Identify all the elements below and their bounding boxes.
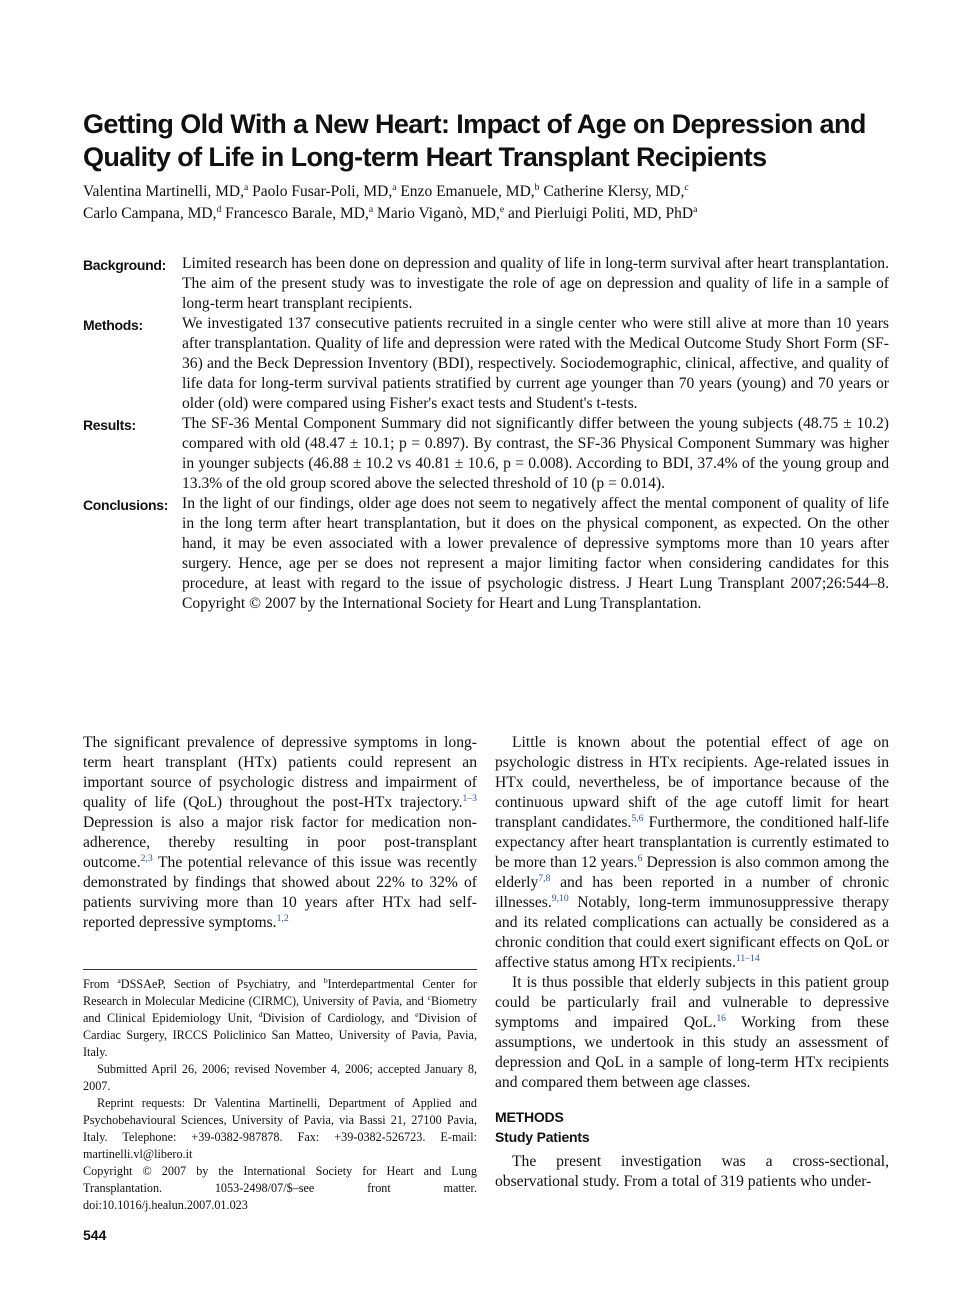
text-run: and has been reported in a number of chronic illnesses. bbox=[495, 874, 889, 911]
citation-superscript[interactable]: 5,6 bbox=[631, 812, 644, 824]
author-name: Mario Viganò, MD, bbox=[377, 205, 500, 222]
reprint-requests: Reprint requests: Dr Valentina Martinelli, Department of Applied and Psychobehavioural Sciences, University of Pavia, via Bassi 21, 27100 Pavia, Italy. Telephone: +39-0382-987878. Fax: +39-0382-526723. E-mail: martinelli.vl@libero.it bbox=[83, 1096, 477, 1161]
affiliation-superscript: e bbox=[415, 1009, 419, 1019]
abstract-label: Methods: bbox=[83, 317, 143, 333]
text-run: Biometry and Clinical Epidemiology Unit, bbox=[83, 994, 477, 1025]
text-run: The potential relevance of this issue was recently demonstrated by findings that showed about 22% to 32% of patients surviving more than 10 years after HTx had self-reported depressive symptoms. bbox=[83, 854, 477, 931]
left-column bbox=[83, 733, 477, 933]
citation-superscript[interactable]: 1,2 bbox=[276, 912, 289, 924]
subsection-heading: Study Patients bbox=[495, 1129, 590, 1145]
text-run: Notably, long-term immunosuppressive therapy and its related complications can actually be considered as a chronic condition that could exert significant effects on QoL or affective status among HTx recipients. bbox=[495, 894, 889, 971]
intro-paragraph bbox=[83, 733, 477, 933]
right-column bbox=[495, 733, 889, 1192]
affiliation-superscript: e bbox=[499, 203, 505, 215]
section-heading: METHODS bbox=[495, 1109, 564, 1125]
citation-superscript[interactable]: 1–3 bbox=[462, 792, 477, 804]
abstract-label: Background: bbox=[83, 257, 167, 273]
author-name: Valentina Martinelli, MD, bbox=[83, 183, 244, 200]
affiliation-superscript: c bbox=[427, 992, 431, 1002]
affiliation-superscript: a bbox=[693, 203, 698, 215]
abstract bbox=[83, 254, 889, 614]
abstract-text: The SF-36 Mental Component Summary did not significantly differ between the young subjects (48.75 ± 10.2) compared with old (48.47 ± 10.1; p = 0.897). By contrast, the SF-36 Physical Component Summary was higher in younger subjects (46.88 ± 10.2 vs 40.81 ± 10.6, p = 0.008). According to BDI, 37.4% of the young group and 13.3% of the old group scored above the selected threshold of 10 (p = 0.014). bbox=[182, 415, 889, 492]
article-title: Getting Old With a New Heart: Impact of Age on Depression and Quality of Life in Long-term Heart Transplant Recipients bbox=[83, 109, 866, 172]
affiliation-superscript: b bbox=[534, 181, 540, 193]
abstract-text: Limited research has been done on depression and quality of life in long-term survival after heart transplantation. The aim of the present study was to investigate the role of age on depression and quality of life in a sample of long-term heart transplant recipients. bbox=[182, 255, 889, 312]
body-paragraph: The present investigation was a cross-sectional, observational study. From a total of 319 patients who under- bbox=[495, 1153, 889, 1190]
text-run: The significant prevalence of depressive symptoms in long-term heart transplant (HTx) patients could represent an important source of psychologic distress and impairment of quality of life (QoL) throughout the post-HTx trajectory. bbox=[83, 734, 477, 811]
abstract-label: Results: bbox=[83, 417, 136, 433]
citation-superscript[interactable]: 2,3 bbox=[140, 852, 153, 864]
citation-superscript[interactable]: 16 bbox=[716, 1012, 726, 1024]
affiliation-superscript: a bbox=[368, 203, 374, 215]
affiliation-superscript: a bbox=[117, 975, 121, 985]
text-run: DSSAeP, Section of Psychiatry, and bbox=[120, 977, 324, 991]
abstract-section bbox=[83, 254, 889, 314]
author-name: Paolo Fusar-Poli, MD, bbox=[252, 183, 393, 200]
affiliation-superscript: b bbox=[323, 975, 328, 985]
body-text: Working from these assumptions, we undertook in this study an assessment of depression and QoL in a sample of long-term HTx recipients and compared them between age classes. bbox=[495, 1014, 889, 1091]
text-run: Furthermore, the conditioned half-life expectancy after heart transplantation is currently estimated to be more than 12 years. bbox=[495, 814, 889, 871]
citation-superscript[interactable]: 6 bbox=[637, 852, 643, 864]
text-run: Depression is also a major risk factor for medication non-adherence, thereby resulting in poor post-transplant outcome. bbox=[83, 814, 477, 871]
page-number: 544 bbox=[83, 1227, 107, 1243]
abstract-text: We investigated 137 consecutive patients recruited in a single center who were still alive at more than 10 years after transplantation. Quality of life and depression were rated with the Medical Outcome Study Short Form (SF-36) and the Beck Depression Inventory (BDI), respectively. Sociodemographic, clinical, affective, and quality of life data for long-term survival patients stratified by current age younger than 70 years (young) and 70 years or older (old) were compared using Fisher's exact tests and Student's t-tests. bbox=[182, 315, 889, 412]
author-name: Francesco Barale, MD, bbox=[225, 205, 369, 222]
affiliation-superscript: d bbox=[258, 1009, 263, 1019]
citation-superscript[interactable]: 7,8 bbox=[538, 872, 551, 884]
text-run: Division of Cardiac Surgery, IRCCS Policlinico San Matteo, University of Pavia, Pavia, Italy. bbox=[83, 1011, 477, 1059]
body-paragraph bbox=[495, 733, 889, 973]
text-run: Division of Cardiology, and bbox=[262, 1011, 416, 1025]
citation-superscript[interactable]: 11–14 bbox=[735, 952, 760, 964]
footnotes bbox=[83, 976, 477, 1214]
author-name: Catherine Klersy, MD, bbox=[543, 183, 685, 200]
text-run: Interdepartmental Center for Research in Molecular Medicine (CIRMC), University of Pavia, and bbox=[83, 977, 477, 1008]
abstract-text: In the light of our findings, older age does not seem to negatively affect the mental component of quality of life in the long term after heart transplantation, but it does on the physical component, as expected. On the other hand, it may be even associated with a lower prevalence of depressive symptoms more than 10 years after surgery. Hence, age per se does not represent a major limiting factor when considering candidates for this procedure, at least with regard to the issue of psychologic distress. J Heart Lung Transplant 2007;26:544–8. Copyright © 2007 by the International Society for Heart and Lung Transplantation. bbox=[182, 495, 889, 612]
body-text: It is thus possible that elderly subjects in this patient group could be particularly frail and vulnerable to depressive symptoms and impaired QoL. bbox=[495, 974, 889, 1031]
affiliation-superscript: d bbox=[216, 203, 222, 215]
author-name: Carlo Campana, MD, bbox=[83, 205, 217, 222]
body-paragraph bbox=[495, 973, 889, 1093]
abstract-section bbox=[83, 414, 889, 494]
author-name: Pierluigi Politi, MD, PhD bbox=[534, 205, 694, 222]
abstract-section bbox=[83, 494, 889, 614]
text-run: Little is known about the potential effect of age on psychologic distress in HTx recipients. Age-related issues in HTx could, nevertheless, be of importance because of the continuous upward shift of the age cutoff limit for heart transplant candidates. bbox=[495, 734, 889, 831]
affiliation-superscript: a bbox=[244, 181, 249, 193]
abstract-section bbox=[83, 314, 889, 414]
affiliation-superscript: a bbox=[392, 181, 397, 193]
abstract-label: Conclusions: bbox=[83, 497, 169, 513]
affiliation-superscript: c bbox=[684, 181, 689, 193]
submission-dates: Submitted April 26, 2006; revised November 4, 2006; accepted January 8, 2007. bbox=[83, 1062, 477, 1093]
author-list: Valentina Martinelli, MD,$^a$ Paolo Fusar-Poli, MD,$^a$ Enzo Emanuele, MD,$^b$ Catherine Klersy, MD,$^c$ Carlo Campana, MD,$^d$ Francesco Barale, MD,$^a$ Mario Viganò, MD,$^e$ and Pierluigi Politi, MD, PhD$^a$ bbox=[83, 181, 698, 222]
copyright-note: Copyright © 2007 by the International Society for Heart and Lung Transplantation. 1053-2498/07/$–see front matter. doi:10.1016/j.healun.2007.01.023 bbox=[83, 1164, 477, 1212]
citation-superscript[interactable]: 9,10 bbox=[551, 892, 569, 904]
author-name: Enzo Emanuele, MD, bbox=[400, 183, 535, 200]
text-run: From bbox=[83, 977, 118, 991]
text-run: Depression is also common among the elderly bbox=[495, 854, 889, 891]
footnote-divider bbox=[83, 969, 477, 970]
affiliations-note bbox=[83, 976, 477, 1061]
